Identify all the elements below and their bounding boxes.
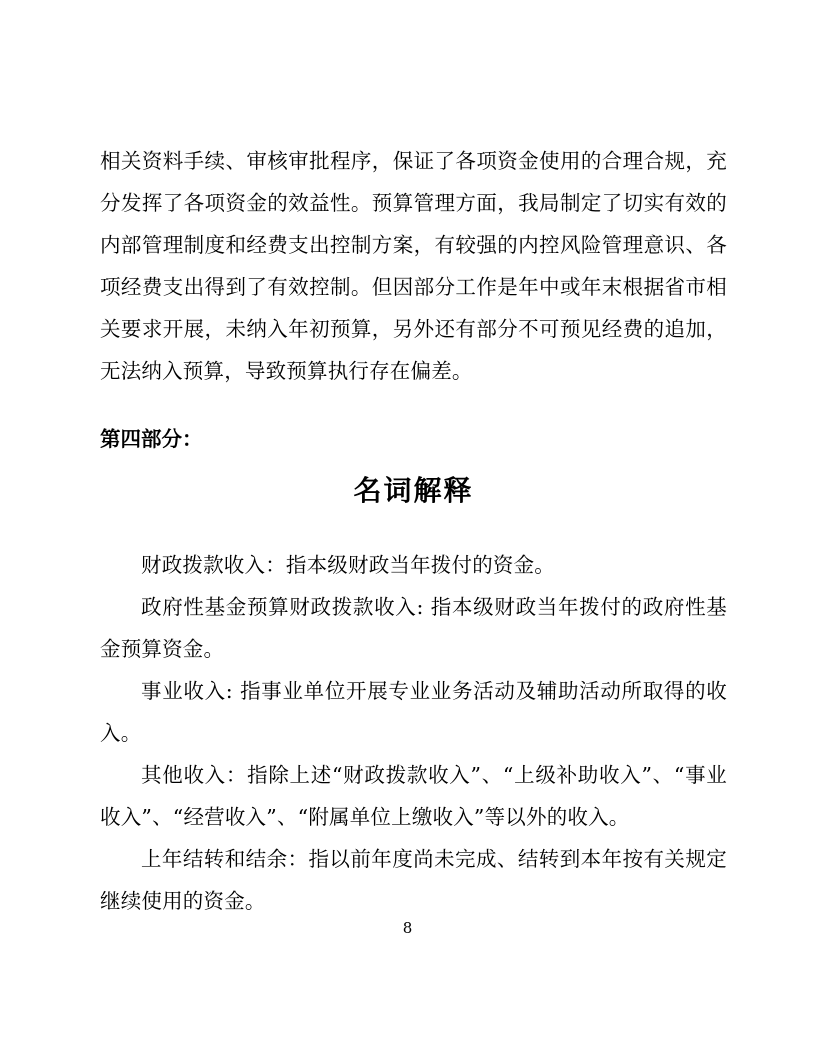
page-title: 名词解释 [353, 474, 474, 507]
page-number: 8 [402, 919, 413, 937]
glossary-list [100, 514, 727, 922]
glossary-item: 上年结转和结余：指以前年度尚未完成、结转到本年按有关规定继续使用的资金。 [100, 847, 727, 913]
glossary-item: 事业收入: 指事业单位开展专业业务活动及辅助活动所取得的收入。 [100, 679, 727, 745]
section-label: 第四部分： [100, 427, 203, 451]
body-paragraph: 相关资料手续、审核审批程序，保证了各项资金使用的合理合规，充分发挥了各项资金的效益性。预算管理方面，我局制定了切实有效的内部管理制度和经费支出控制方案，有较强的内控风险管理意识、各项经费支出得到了有效控制。但因部分工作是年中或年末根据省市相关要求开展，未纳入年初预算，另外还有部分不可预见经费的追加，无法纳入预算，导致预算执行存在偏差。 [100, 149, 727, 383]
glossary-item: 政府性基金预算财政拨款收入: 指本级财政当年拨付的政府性基金预算资金。 [100, 595, 727, 661]
glossary-item: 其他收入：指除上述“财政拨款收入”、“上级补助收入”、“事业收入”、“经营收入”、“附属单位上缴收入”等以外的收入。 [100, 763, 727, 829]
glossary-item: 财政拨款收入：指本级财政当年拨付的资金。 [141, 553, 555, 577]
